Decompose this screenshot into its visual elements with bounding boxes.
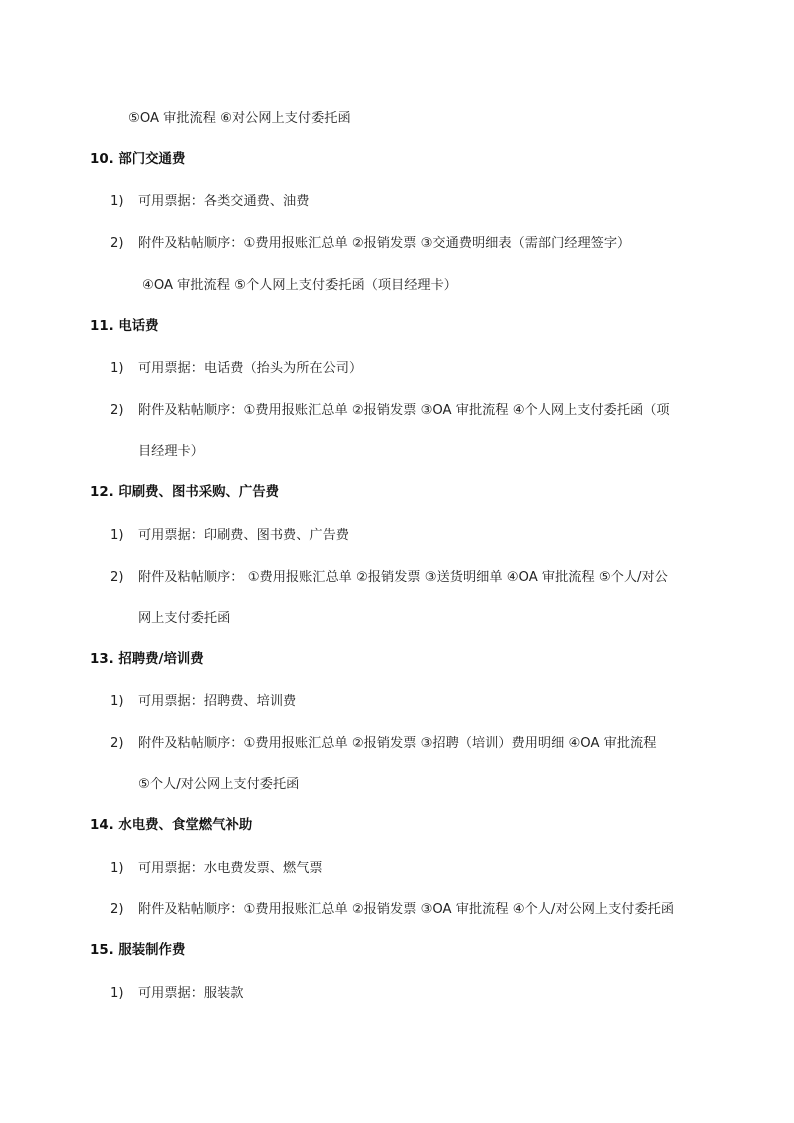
item-number: 1) xyxy=(110,694,124,709)
section-heading: 13. 招聘费/培训费 xyxy=(90,652,204,667)
text-line: 网上支付委托函 xyxy=(138,611,231,626)
item-number: 1) xyxy=(110,861,124,876)
text-line: 附件及粘帖顺序：①费用报账汇总单 ②报销发票 ③OA 审批流程 ④个人/对公网上支付委托函 xyxy=(138,902,675,917)
item-number: 1) xyxy=(110,361,124,376)
item-number: 1) xyxy=(110,986,124,1001)
section-heading: 10. 部门交通费 xyxy=(90,152,186,167)
item-number: 2) xyxy=(110,570,124,585)
text-line: 附件及粘帖顺序：①费用报账汇总单 ②报销发票 ③交通费明细表（需部门经理签字） xyxy=(138,236,631,251)
section-heading: 15. 服装制作费 xyxy=(90,943,186,958)
item-number: 2) xyxy=(110,236,124,251)
text-line: 可用票据：印刷费、图书费、广告费 xyxy=(138,528,349,543)
text-line: 可用票据：电话费（抬头为所在公司） xyxy=(138,361,363,376)
text-line: ⑤OA 审批流程 ⑥对公网上支付委托函 xyxy=(128,111,351,126)
text-line: 可用票据：招聘费、培训费 xyxy=(138,694,297,709)
text-line: ④OA 审批流程 ⑤个人网上支付委托函（项目经理卡） xyxy=(142,278,457,293)
item-number: 2) xyxy=(110,902,124,917)
text-line: 目经理卡） xyxy=(138,444,204,459)
text-line: ⑤个人/对公网上支付委托函 xyxy=(138,777,300,792)
item-number: 2) xyxy=(110,736,124,751)
item-number: 2) xyxy=(110,403,124,418)
item-number: 1) xyxy=(110,194,124,209)
section-heading: 11. 电话费 xyxy=(90,319,159,334)
text-line: 可用票据：水电费发票、燃气票 xyxy=(138,861,323,876)
section-heading: 12. 印刷费、图书采购、广告费 xyxy=(90,485,280,500)
text-line: 可用票据：服装款 xyxy=(138,986,244,1001)
text-line: 可用票据：各类交通费、油费 xyxy=(138,194,310,209)
section-heading: 14. 水电费、食堂燃气补助 xyxy=(90,818,253,833)
item-number: 1) xyxy=(110,528,124,543)
text-line: 附件及粘帖顺序：①费用报账汇总单 ②报销发票 ③OA 审批流程 ④个人网上支付委托函（项 xyxy=(138,403,670,418)
text-line: 附件及粘帖顺序： ①费用报账汇总单 ②报销发票 ③送货明细单 ④OA 审批流程 ⑤个人/对公 xyxy=(138,570,668,585)
text-line: 附件及粘帖顺序：①费用报账汇总单 ②报销发票 ③招聘（培训）费用明细 ④OA 审批流程 xyxy=(138,736,657,751)
